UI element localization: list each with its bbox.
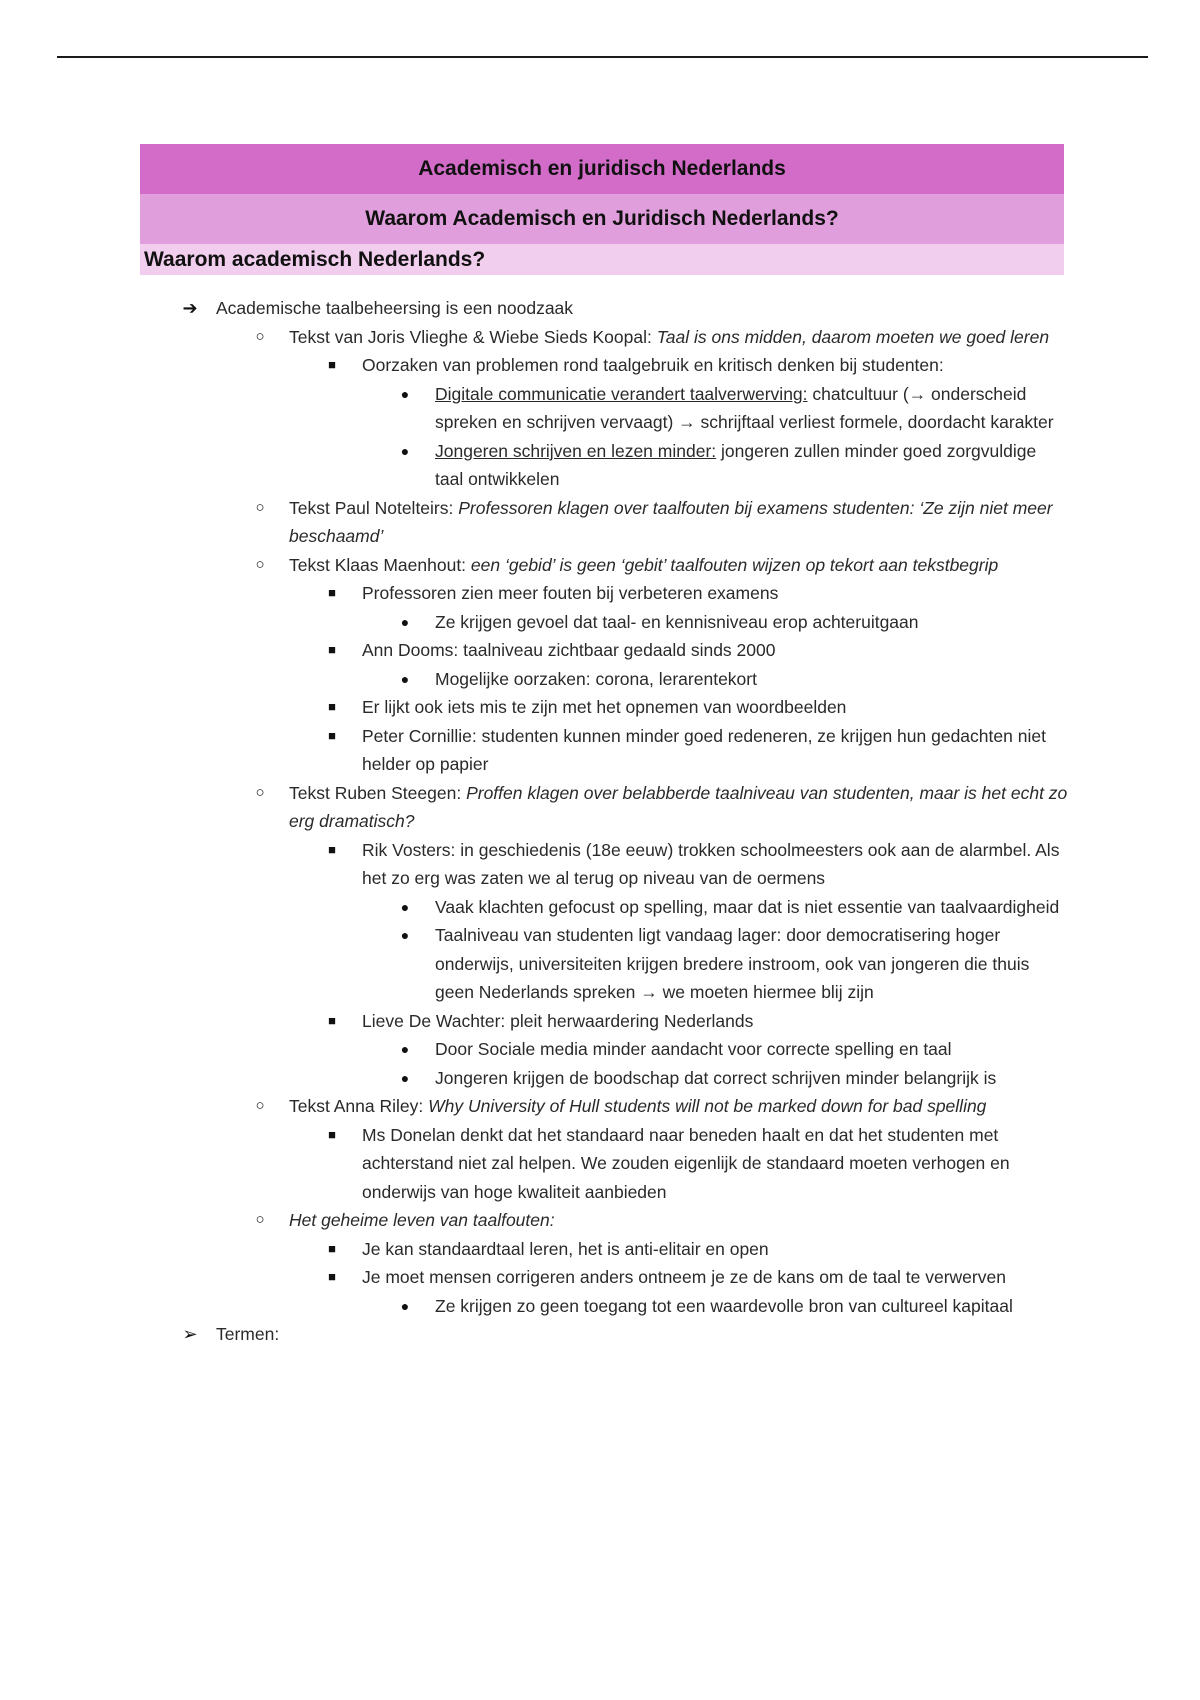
item-text: Peter Cornillie: studenten kunnen minder goed redeneren, ze krijgen hun gedachten niet helder op papier: [362, 725, 1046, 774]
item-text: Tekst Anna Riley:: [289, 1096, 429, 1116]
outline-item: [328, 636, 1077, 665]
item-text: Rik Vosters: in geschiedenis (18e eeuw) trokken schoolmeesters ook aan de alarmbel. Als het zo erg was zaten we al terug op niveau van de oermens: [362, 839, 1060, 888]
bullet-marker: ●: [400, 613, 410, 630]
item-text: Ann Dooms: taalniveau zichtbaar gedaald sinds 2000: [362, 640, 776, 660]
item-text: Er lijkt ook iets mis te zijn met het opnemen van woordbeelden: [362, 697, 847, 717]
bullet-marker: ■: [328, 1269, 336, 1284]
item-text: Jongeren schrijven en lezen minder:: [435, 440, 717, 461]
document-title: Academisch en juridisch Nederlands: [140, 144, 1064, 194]
bullet-marker: ■: [328, 1240, 336, 1256]
bullet-marker: ○: [255, 555, 265, 573]
bullet-marker: ■: [328, 642, 336, 657]
item-text: Ze krijgen gevoel dat taal- en kennisniveau erop achteruitgaan: [435, 611, 919, 632]
item-text: Je kan standaardtaal leren, het is anti-elitair en open: [362, 1238, 769, 1259]
outline-item: [400, 380, 1067, 437]
outline-item: [255, 323, 1079, 352]
bullet-marker: ●: [400, 1069, 410, 1086]
bullet-marker: ○: [255, 783, 265, 801]
outline-item: [328, 1235, 1077, 1264]
item-text: Tekst Paul Notelteirs:: [289, 497, 459, 518]
document-subtitle: Waarom Academisch en Juridisch Nederlands?: [140, 194, 1064, 244]
bullet-marker: ■: [328, 585, 336, 600]
item-text: Proffen klagen over belabberde taalniveau van studenten, maar is het echt zo erg dramatisch?: [289, 782, 1068, 831]
bullet-marker: ●: [400, 1297, 410, 1314]
outline-item: [400, 1035, 1067, 1064]
outline-item: [328, 693, 1077, 722]
item-text: jongeren zullen minder goed zorgvuldige taal ontwikkelen: [435, 440, 1037, 489]
outline-item: [255, 1206, 1079, 1235]
outline-item: [400, 437, 1067, 494]
item-text: Lieve De Wachter: pleit herwaardering Nederlands: [362, 1010, 754, 1031]
bullet-marker: ○: [255, 1097, 265, 1114]
bullet-marker: ○: [255, 498, 265, 516]
outline-item: [255, 494, 1079, 551]
outline-item: [255, 1092, 1079, 1121]
outline-item: [328, 722, 1077, 779]
item-text: Oorzaken van problemen rond taalgebruik en kritisch denken bij studenten:: [362, 355, 944, 375]
bullet-marker: ○: [255, 1211, 265, 1228]
top-rule: [57, 56, 1148, 58]
bullet-marker: ●: [400, 1041, 410, 1057]
outline-item: [400, 1292, 1067, 1321]
outline-item: [328, 351, 1077, 380]
outline-list: [0, 294, 1200, 1349]
item-text: Je moet mensen corrigeren anders ontneem je ze de kans om de taal te verwerven: [362, 1267, 1006, 1287]
bullet-marker: ●: [400, 385, 410, 402]
outline-item: [400, 893, 1067, 922]
item-text: Termen:: [216, 1324, 280, 1344]
bullet-marker: ■: [328, 699, 336, 714]
outline-item: [328, 836, 1077, 893]
item-text: Tekst van Joris Vlieghe & Wiebe Sieds Koopal:: [289, 326, 657, 347]
bullet-marker: ➔: [182, 298, 198, 318]
outline-item: [328, 1007, 1077, 1036]
item-text: Tekst Ruben Steegen:: [289, 782, 467, 803]
outline-item: [400, 1064, 1067, 1093]
item-text: Mogelijke oorzaken: corona, lerarentekort: [435, 668, 757, 689]
bullet-marker: ●: [400, 927, 410, 943]
outline-item: [400, 608, 1067, 637]
item-text: Academische taalbeheersing is een noodzaak: [216, 298, 574, 318]
item-text: Ms Donelan denkt dat het standaard naar beneden haalt en dat het studenten met achterstand niet zal helpen. We zouden eigenlijk de standaard moeten verhogen en onderwijs van hoge kwaliteit aanbieden: [362, 1124, 1010, 1202]
item-text: Ze krijgen zo geen toegang tot een waardevolle bron van cultureel kapitaal: [435, 1295, 1013, 1316]
outline-item: [400, 665, 1067, 694]
outline-item: [400, 921, 1067, 1007]
outline-item: [328, 579, 1077, 608]
outline-item: [328, 1121, 1077, 1207]
header-block: [140, 144, 1064, 275]
item-text: Taal is ons midden, daarom moeten we goed leren: [656, 326, 1050, 347]
outline-item: [328, 1263, 1077, 1292]
item-text: een ‘gebid’ is geen ‘gebit’ taalfouten wijzen op tekort aan tekstbegrip: [470, 554, 999, 575]
bullet-marker: ●: [400, 898, 410, 915]
bullet-marker: ●: [400, 442, 410, 459]
item-text: Jongeren krijgen de boodschap dat correct schrijven minder belangrijk is: [435, 1067, 997, 1088]
item-text: Professoren klagen over taalfouten bij examens studenten: ‘Ze zijn niet meer beschaamd’: [289, 497, 1053, 546]
bullet-marker: ■: [328, 1012, 336, 1028]
bullet-marker: ■: [328, 1126, 336, 1142]
item-text: Professoren zien meer fouten bij verbeteren examens: [362, 583, 779, 603]
outline-item: [255, 779, 1079, 836]
section-heading: Waarom academisch Nederlands?: [140, 244, 1064, 275]
bullet-marker: ○: [255, 327, 265, 345]
item-text: chatcultuur (→ onderscheid spreken en schrijven vervaagt) → schrijftaal verliest formele, doordacht karakter: [435, 383, 1054, 432]
item-text: Why University of Hull students will not be marked down for bad spelling: [428, 1096, 987, 1116]
bullet-marker: ■: [328, 841, 336, 857]
item-text: Door Sociale media minder aandacht voor correcte spelling en taal: [435, 1039, 952, 1059]
bullet-marker: ➢: [182, 1324, 198, 1344]
bullet-marker: ●: [400, 670, 410, 687]
bullet-marker: ■: [328, 357, 336, 372]
bullet-marker: ■: [328, 727, 336, 743]
item-text: Taalniveau van studenten ligt vandaag lager: door democratisering hoger onderwijs, universiteiten krijgen bredere instroom, ook van jongeren die thuis geen Nederlands spreken → we moeten hiermee blij zijn: [435, 925, 1030, 1002]
item-text: Digitale communicatie verandert taalverwerving:: [435, 383, 808, 404]
item-text: Vaak klachten gefocust op spelling, maar dat is niet essentie van taalvaardigheid: [435, 896, 1060, 917]
item-text: Het geheime leven van taalfouten:: [289, 1210, 555, 1230]
outline-item: [255, 551, 1079, 580]
item-text: Tekst Klaas Maenhout:: [289, 554, 471, 575]
outline-item: [182, 1320, 1086, 1349]
outline-item: [182, 294, 1086, 323]
